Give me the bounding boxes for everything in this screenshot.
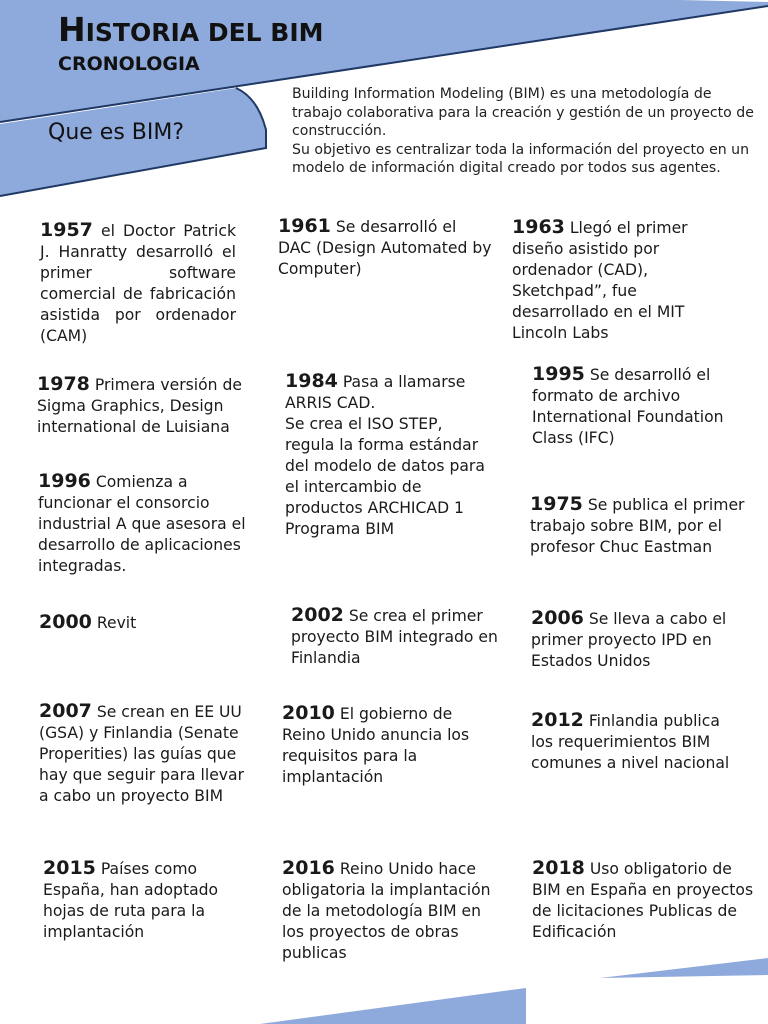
- entry-text: Se desarrolló el formato de archivo International Foundation Class (IFC): [532, 366, 724, 447]
- page-subtitle: CRONOLOGIA: [58, 53, 200, 75]
- entry-year: 1975: [530, 493, 583, 515]
- entry-text: Se publica el primer trabajo sobre BIM, por el profesor Chuc Eastman: [530, 496, 745, 556]
- entry-year: 2010: [282, 702, 335, 724]
- entry-text: Pasa a llamarse ARRIS CAD.: [285, 373, 466, 412]
- entry-year: 1996: [38, 470, 91, 492]
- timeline-entry-1963: [512, 217, 702, 344]
- page-title: [58, 10, 324, 53]
- intro-paragraph-2: Su objetivo es centralizar toda la información del proyecto en un modelo de información digital creado por todos sus agentes.: [292, 141, 750, 177]
- entry-year: 1995: [532, 363, 585, 385]
- timeline-entry-1995: [532, 364, 744, 449]
- entry-year: 1963: [512, 216, 565, 238]
- title-rest: ISTORIA DEL BIM: [85, 18, 324, 47]
- entry-text: Se lleva a cabo el primer proyecto IPD en Estados Unidos: [531, 610, 727, 670]
- section-label: Que es BIM?: [48, 120, 185, 145]
- entry-year: 2007: [39, 700, 92, 722]
- entry-year: 2000: [39, 611, 92, 633]
- entry-year: 2002: [291, 604, 344, 626]
- entry-year: 2018: [532, 857, 585, 879]
- footer-band-bottom: [260, 988, 526, 1024]
- timeline-entry-1975: [530, 494, 748, 558]
- entry-text: Revit: [91, 614, 137, 632]
- entry-text: Reino Unido hace obligatoria la implantación de la metodología BIM en los proyectos de obras publicas: [282, 860, 491, 962]
- timeline-entry-2010: [282, 703, 490, 788]
- entry-year: 1984: [285, 370, 338, 392]
- timeline-entry-2016: [282, 858, 494, 964]
- entry-text: Uso obligatorio de BIM en España en proyectos de licitaciones Publicas de Edificación: [532, 860, 754, 941]
- entry-text-continued: Se crea el ISO STEP, regula la forma estándar del modelo de datos para el intercambio de productos ARCHICAD 1 Programa BIM: [285, 415, 485, 538]
- timeline-entry-2000: [39, 612, 239, 634]
- entry-text: Países como España, han adoptado hojas de ruta para la implantación: [43, 860, 219, 941]
- entry-year: 2015: [43, 857, 96, 879]
- footer-band-right: [600, 958, 768, 978]
- entry-year: 2006: [531, 607, 584, 629]
- entry-year: 1957: [40, 219, 93, 241]
- entry-text: Llegó el primer diseño asistido por ordenador (CAD), Sketchpad”, fue desarrollado en el MIT Lincoln Labs: [512, 219, 688, 342]
- timeline-entry-1984: [285, 371, 495, 540]
- timeline-entry-2006: [531, 608, 767, 672]
- entry-text: Se crean en EE UU (GSA) y Finlandia (Senate Properities) las guías que hay que seguir para llevar a cabo un proyecto BIM: [39, 703, 244, 805]
- timeline-entry-2007: [39, 701, 253, 807]
- timeline-entry-1978: [37, 374, 249, 438]
- intro-text: [292, 85, 762, 178]
- timeline-entry-1957: [40, 220, 236, 347]
- entry-year: 1978: [37, 373, 90, 395]
- entry-text: Se desarrolló el DAC (Design Automated by Computer): [278, 218, 492, 278]
- entry-year: 1961: [278, 215, 331, 237]
- title-initial: H: [58, 10, 86, 49]
- timeline-entry-1996: [38, 471, 252, 577]
- timeline-entry-2015: [43, 858, 249, 943]
- entry-year: 2012: [531, 709, 584, 731]
- entry-text: Se crea el primer proyecto BIM integrado en Finlandia: [291, 607, 498, 667]
- entry-text: Primera versión de Sigma Graphics, Design international de Luisiana: [37, 376, 242, 436]
- timeline-entry-2002: [291, 605, 499, 669]
- entry-text: Finlandia publica los requerimientos BIM comunes a nivel nacional: [531, 712, 730, 772]
- timeline-entry-2018: [532, 858, 764, 943]
- intro-paragraph-1: Building Information Modeling (BIM) es una metodología de trabajo colaborativa para la creación y gestión de un proyecto de construcción.: [292, 86, 754, 140]
- entry-year: 2016: [282, 857, 335, 879]
- entry-text: el Doctor Patrick J. Hanratty desarrolló el primer software comercial de fabricación asistida por ordenador (CAM): [40, 222, 236, 345]
- entry-text: El gobierno de Reino Unido anuncia los requisitos para la implantación: [282, 705, 470, 786]
- timeline-entry-2012: [531, 710, 733, 774]
- entry-text: Comienza a funcionar el consorcio industrial A que asesora el desarrollo de aplicaciones integradas.: [38, 473, 246, 575]
- timeline-entry-1961: [278, 216, 494, 280]
